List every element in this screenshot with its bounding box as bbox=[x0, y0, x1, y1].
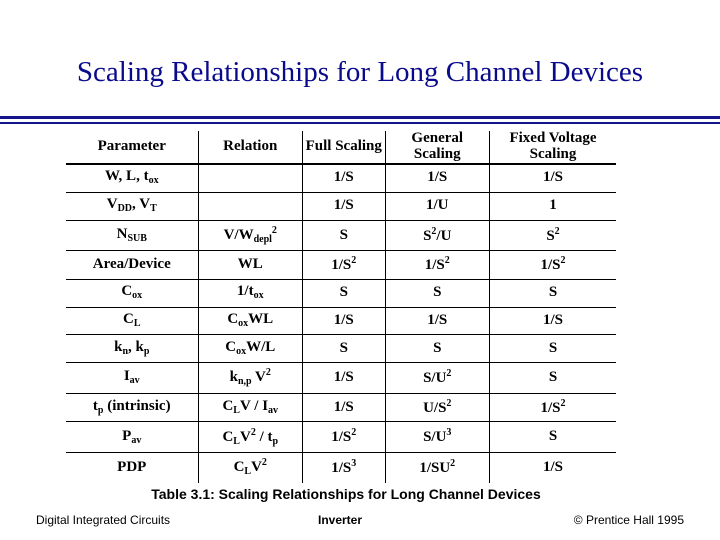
cell-text: 1/S bbox=[542, 169, 563, 186]
cell-fixed bbox=[490, 192, 617, 220]
subscript: av bbox=[268, 405, 279, 417]
cell-text: S bbox=[548, 428, 558, 445]
cell-text: WL bbox=[248, 311, 274, 328]
subscript: L bbox=[233, 405, 240, 417]
title-rule-top bbox=[0, 116, 720, 119]
cell-text: P bbox=[122, 427, 132, 444]
footer-copyright: © Prentice Hall 1995 bbox=[573, 513, 684, 527]
cell-text: 1/S bbox=[333, 369, 354, 386]
cell-parameter bbox=[66, 363, 198, 394]
cell-general bbox=[385, 279, 490, 307]
cell-fixed bbox=[490, 220, 617, 251]
subscript: ox bbox=[236, 346, 247, 358]
cell-text: 1/S bbox=[427, 312, 448, 329]
cell-text: V bbox=[239, 428, 251, 445]
cell-parameter bbox=[66, 335, 198, 363]
cell-text: 1/S bbox=[333, 312, 354, 329]
header-fixed-voltage-scaling: Fixed Voltage Scaling bbox=[490, 131, 617, 164]
cell-text: t bbox=[92, 398, 98, 415]
subscript: p bbox=[143, 346, 150, 358]
cell-text: C bbox=[233, 459, 245, 476]
cell-text: 1/S bbox=[331, 429, 352, 446]
subscript: SUB bbox=[127, 232, 147, 244]
cell-parameter bbox=[66, 251, 198, 279]
cell-full bbox=[303, 164, 386, 193]
cell-full bbox=[303, 220, 386, 251]
header-general-scaling: General Scaling bbox=[385, 131, 490, 164]
superscript: 2 bbox=[560, 397, 566, 409]
superscript: 2 bbox=[554, 225, 560, 237]
cell-text: S bbox=[339, 339, 348, 356]
cell-fixed bbox=[490, 394, 617, 422]
table-header-row bbox=[66, 131, 616, 164]
cell-text: S bbox=[339, 284, 348, 301]
scaling-table-container bbox=[66, 131, 616, 483]
superscript: 2 bbox=[444, 255, 450, 267]
cell-full bbox=[303, 422, 386, 453]
cell-relation bbox=[198, 192, 303, 220]
table-row bbox=[66, 422, 616, 453]
cell-fixed bbox=[490, 422, 617, 453]
footer-chapter: Inverter bbox=[318, 513, 363, 527]
cell-text: V/W bbox=[223, 226, 254, 243]
cell-fixed bbox=[490, 453, 617, 483]
cell-text: 1/S bbox=[331, 460, 352, 477]
subscript: L bbox=[233, 435, 240, 447]
cell-relation bbox=[198, 363, 303, 394]
table-row bbox=[66, 251, 616, 279]
subscript: ox bbox=[148, 175, 159, 187]
subscript: L bbox=[244, 466, 252, 478]
cell-relation bbox=[198, 335, 303, 363]
cell-text: /U bbox=[436, 227, 452, 244]
cell-text: 1/S bbox=[424, 257, 445, 274]
cell-fixed bbox=[490, 363, 617, 394]
cell-text: V bbox=[251, 459, 262, 476]
cell-text: C bbox=[222, 398, 234, 415]
cell-general bbox=[385, 422, 490, 453]
cell-text: 1/S bbox=[540, 257, 561, 274]
cell-text: S bbox=[433, 284, 442, 301]
superscript: 3 bbox=[351, 458, 357, 470]
subscript: p bbox=[97, 405, 104, 417]
cell-text: 1/S bbox=[331, 257, 352, 274]
cell-text: S/U bbox=[423, 370, 447, 387]
table-row bbox=[66, 192, 616, 220]
subscript: av bbox=[129, 375, 140, 387]
slide-title: Scaling Relationships for Long Channel Devices bbox=[76, 56, 644, 88]
superscript: 2 bbox=[446, 368, 452, 380]
cell-general bbox=[385, 363, 490, 394]
cell-text: U/S bbox=[423, 399, 447, 416]
cell-parameter bbox=[66, 192, 198, 220]
cell-text: PDP bbox=[117, 459, 147, 476]
cell-parameter bbox=[66, 394, 198, 422]
cell-text: W/L bbox=[246, 339, 276, 356]
cell-relation bbox=[198, 394, 303, 422]
table-row bbox=[66, 363, 616, 394]
cell-fixed bbox=[490, 307, 617, 335]
header-parameter: Parameter bbox=[66, 131, 198, 164]
table-caption: Table 3.1: Scaling Relationships for Long Channel Devices bbox=[151, 486, 541, 502]
cell-general bbox=[385, 164, 490, 193]
table-row bbox=[66, 279, 616, 307]
subscript: ox bbox=[238, 318, 249, 330]
subscript: depl bbox=[253, 233, 272, 245]
cell-general bbox=[385, 453, 490, 483]
superscript: 2 bbox=[431, 225, 437, 237]
subscript: p bbox=[272, 435, 279, 447]
scaling-table bbox=[66, 131, 616, 483]
title-rule-bottom bbox=[0, 122, 720, 124]
cell-general bbox=[385, 394, 490, 422]
table-row bbox=[66, 335, 616, 363]
cell-fixed bbox=[490, 164, 617, 193]
superscript: 2 bbox=[351, 255, 357, 267]
table-row bbox=[66, 307, 616, 335]
superscript: 3 bbox=[446, 427, 452, 439]
cell-parameter bbox=[66, 220, 198, 251]
subscript: T bbox=[150, 203, 157, 215]
table-row bbox=[66, 220, 616, 251]
cell-general bbox=[385, 192, 490, 220]
subscript: n,p bbox=[237, 376, 252, 388]
subscript: n bbox=[122, 346, 128, 358]
cell-text: k bbox=[229, 369, 238, 386]
subscript: DD bbox=[117, 203, 133, 215]
header-relation: Relation bbox=[198, 131, 303, 164]
cell-text: k bbox=[114, 339, 123, 356]
cell-parameter bbox=[66, 453, 198, 483]
cell-text: , V bbox=[132, 196, 151, 213]
cell-general bbox=[385, 251, 490, 279]
cell-full bbox=[303, 453, 386, 483]
superscript: 2 bbox=[560, 255, 566, 267]
cell-text: W, L, t bbox=[104, 168, 149, 185]
cell-parameter bbox=[66, 164, 198, 193]
superscript: 2 bbox=[446, 397, 452, 409]
cell-relation bbox=[198, 453, 303, 483]
cell-text: 1/U bbox=[426, 197, 449, 214]
superscript: 2 bbox=[261, 457, 267, 469]
footer-course-name: Digital Integrated Circuits bbox=[36, 513, 171, 527]
cell-parameter bbox=[66, 279, 198, 307]
cell-text: 1/t bbox=[236, 283, 254, 300]
cell-full bbox=[303, 251, 386, 279]
cell-full bbox=[303, 307, 386, 335]
cell-text: Area/Device bbox=[92, 256, 171, 273]
cell-relation bbox=[198, 422, 303, 453]
cell-text: 1/SU bbox=[419, 460, 451, 477]
cell-full bbox=[303, 363, 386, 394]
cell-relation bbox=[198, 279, 303, 307]
cell-text: S/U bbox=[423, 429, 447, 446]
cell-text: I bbox=[123, 368, 130, 385]
subscript: ox bbox=[253, 290, 264, 302]
cell-text: S bbox=[548, 369, 558, 386]
cell-text: C bbox=[122, 311, 134, 328]
cell-general bbox=[385, 307, 490, 335]
cell-text: S bbox=[548, 339, 558, 356]
cell-text: 1/S bbox=[542, 459, 563, 476]
cell-text: 1/S bbox=[333, 169, 354, 186]
subscript: L bbox=[133, 318, 141, 330]
cell-fixed bbox=[490, 251, 617, 279]
superscript: 2 bbox=[351, 427, 357, 439]
cell-text: S bbox=[546, 227, 555, 244]
superscript: 2 bbox=[265, 367, 271, 379]
cell-text: (intrinsic) bbox=[103, 398, 171, 415]
cell-fixed bbox=[490, 335, 617, 363]
cell-parameter bbox=[66, 307, 198, 335]
superscript: 2 bbox=[271, 224, 277, 236]
cell-parameter bbox=[66, 422, 198, 453]
cell-full bbox=[303, 335, 386, 363]
cell-text: 1 bbox=[549, 197, 557, 214]
superscript: 2 bbox=[250, 426, 256, 438]
cell-text: N bbox=[116, 225, 128, 242]
cell-relation bbox=[198, 220, 303, 251]
cell-text: V bbox=[251, 369, 266, 386]
subscript: av bbox=[131, 434, 142, 446]
table-body bbox=[66, 164, 616, 484]
cell-fixed bbox=[490, 279, 617, 307]
subscript: ox bbox=[132, 290, 143, 302]
cell-full bbox=[303, 394, 386, 422]
cell-text: 1/S bbox=[427, 169, 448, 186]
cell-text: V bbox=[106, 196, 118, 213]
cell-text: , k bbox=[128, 339, 144, 356]
table-row bbox=[66, 453, 616, 483]
cell-general bbox=[385, 335, 490, 363]
cell-text: 1/S bbox=[333, 197, 354, 214]
cell-full bbox=[303, 279, 386, 307]
table-row bbox=[66, 164, 616, 193]
cell-text: C bbox=[222, 428, 234, 445]
cell-text: S bbox=[548, 284, 558, 301]
cell-text: S bbox=[339, 226, 348, 243]
superscript: 2 bbox=[450, 458, 456, 470]
cell-text: 1/S bbox=[540, 399, 561, 416]
header-full-scaling: Full Scaling bbox=[303, 131, 386, 164]
cell-text: S bbox=[433, 339, 442, 356]
cell-text: C bbox=[225, 339, 237, 356]
cell-text: S bbox=[423, 227, 432, 244]
cell-text: C bbox=[227, 311, 239, 328]
cell-text: V / I bbox=[239, 398, 269, 415]
cell-text: 1/S bbox=[333, 398, 354, 415]
cell-text: C bbox=[121, 283, 133, 300]
cell-relation bbox=[198, 307, 303, 335]
cell-text: / t bbox=[255, 428, 273, 445]
cell-relation bbox=[198, 164, 303, 193]
cell-general bbox=[385, 220, 490, 251]
table-row bbox=[66, 394, 616, 422]
cell-text: WL bbox=[237, 256, 263, 273]
cell-full bbox=[303, 192, 386, 220]
cell-relation bbox=[198, 251, 303, 279]
cell-text: 1/S bbox=[542, 312, 563, 329]
